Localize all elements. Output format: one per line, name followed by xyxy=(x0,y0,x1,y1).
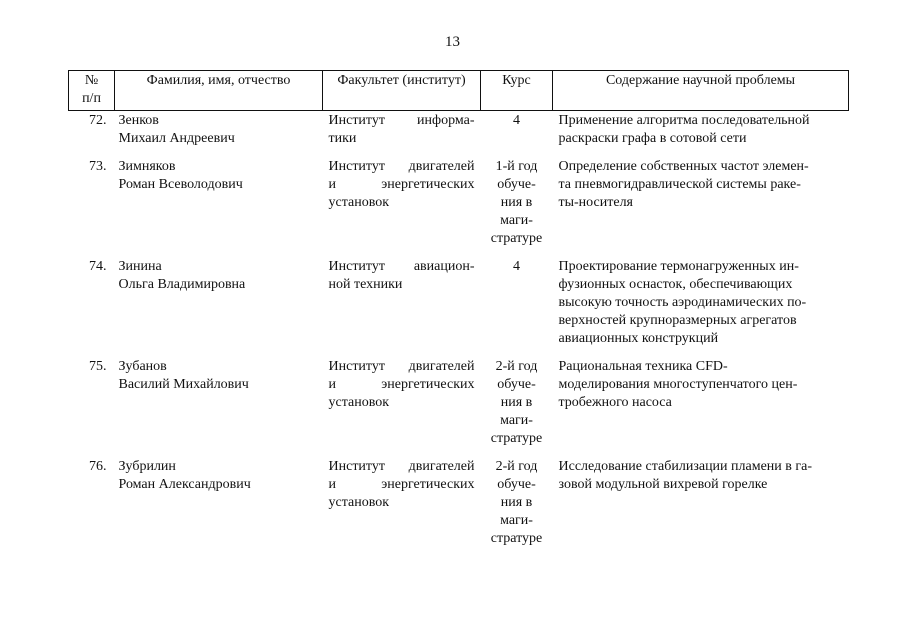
faculty-line xyxy=(329,158,475,176)
faculty xyxy=(323,258,481,358)
faculty xyxy=(323,358,481,458)
research-topic xyxy=(553,111,849,159)
student-name xyxy=(115,158,323,258)
header-num xyxy=(69,71,115,111)
faculty xyxy=(323,158,481,258)
faculty-word: и xyxy=(328,177,336,192)
faculty-word: двигателей xyxy=(408,459,475,474)
table-header-row xyxy=(69,71,849,111)
student-name xyxy=(115,458,323,558)
faculty-word: двигателей xyxy=(408,159,475,174)
research-topic-line: Проектирование термонагруженных ин- xyxy=(558,259,799,274)
research-topic xyxy=(553,358,849,458)
faculty-line xyxy=(329,130,475,148)
research-topic-line: Применение алгоритма последовательной xyxy=(558,113,810,128)
research-topic-line: фузионных оснасток, обеспечивающих xyxy=(558,277,793,292)
header-num-line: № xyxy=(84,73,99,88)
student-name xyxy=(115,258,323,358)
faculty-word: и xyxy=(328,477,336,492)
faculty-word: энергетических xyxy=(381,377,475,392)
student-name-line: Ольга Владимировна xyxy=(118,277,246,292)
faculty-word: энергетических xyxy=(381,177,475,192)
table-row xyxy=(69,111,849,159)
faculty-word: установок xyxy=(328,195,390,210)
course xyxy=(481,158,553,258)
row-number: 73. xyxy=(89,159,107,174)
row-number: 75. xyxy=(89,359,107,374)
student-name-line: Михаил Андреевич xyxy=(118,131,235,146)
faculty-line xyxy=(329,358,475,376)
faculty-line xyxy=(329,258,475,276)
research-topic-line: Определение собственных частот элемен- xyxy=(558,159,809,174)
header-faculty: Факультет (институт) xyxy=(323,71,481,111)
research-topic-line: моделирования многоступенчатого цен- xyxy=(558,377,798,392)
table-row xyxy=(69,358,849,458)
course-line: обуче- xyxy=(497,377,536,392)
course-line: ния в xyxy=(500,395,533,410)
course xyxy=(481,111,553,159)
research-topic xyxy=(553,258,849,358)
course-line: ния в xyxy=(500,495,533,510)
faculty-word: двигателей xyxy=(408,359,475,374)
faculty-word: информа- xyxy=(417,113,475,128)
student-name-line: Роман Всеволодович xyxy=(118,177,243,192)
course-line: маги- xyxy=(500,213,533,228)
table-row xyxy=(69,258,849,358)
course-line: 2-й год xyxy=(495,459,538,474)
course-line: 4 xyxy=(513,259,520,274)
course-line: обуче- xyxy=(497,477,536,492)
table-body xyxy=(69,111,849,559)
table-row xyxy=(69,458,849,558)
student-name-line: Василий Михайлович xyxy=(118,377,249,392)
research-topic-line: раскраски графа в сотовой сети xyxy=(558,131,747,146)
faculty-word: тики xyxy=(328,131,357,146)
course-line: 1-й год xyxy=(495,159,538,174)
course xyxy=(481,458,553,558)
research-topic-line: Рациональная техника CFD- xyxy=(558,359,728,374)
faculty-line xyxy=(329,476,475,494)
faculty-word: авиацион- xyxy=(413,259,475,274)
research-topic-line: ты-носителя xyxy=(558,195,633,210)
faculty-word: энергетических xyxy=(381,477,475,492)
student-name-line: Зубрилин xyxy=(118,459,176,474)
students-table xyxy=(68,70,849,558)
student-name-line: Роман Александрович xyxy=(118,477,251,492)
faculty-word: установок xyxy=(328,495,390,510)
row-number: 76. xyxy=(89,459,107,474)
student-name xyxy=(115,358,323,458)
header-num-line: п/п xyxy=(82,91,101,106)
research-topic-line: Исследование стабилизации пламени в га- xyxy=(558,459,813,474)
course-line: маги- xyxy=(500,513,533,528)
research-topic-line: верхностей крупноразмерных агрегатов xyxy=(558,313,797,328)
faculty-line xyxy=(329,112,475,130)
faculty-word: установок xyxy=(328,395,390,410)
course-line: стратуре xyxy=(490,431,543,446)
course-line: обуче- xyxy=(497,177,536,192)
faculty-line xyxy=(329,458,475,476)
faculty-line xyxy=(329,494,475,512)
faculty-word: Институт xyxy=(328,113,385,128)
research-topic-line: та пневмогидравлической системы раке- xyxy=(558,177,801,192)
faculty-line xyxy=(329,176,475,194)
student-name-line: Зинина xyxy=(118,259,162,274)
faculty-line xyxy=(329,394,475,412)
faculty-word: Институт xyxy=(328,159,385,174)
faculty-line xyxy=(329,376,475,394)
faculty-word: Институт xyxy=(328,359,385,374)
page-number: 13 xyxy=(445,34,460,50)
row-number: 72. xyxy=(89,113,107,128)
row-number: 74. xyxy=(89,259,107,274)
course-line: стратуре xyxy=(490,231,543,246)
table-row xyxy=(69,158,849,258)
faculty xyxy=(323,458,481,558)
course-line: 2-й год xyxy=(495,359,538,374)
student-name-line: Зубанов xyxy=(118,359,167,374)
faculty-word: Институт xyxy=(328,259,385,274)
research-topic-line: тробежного насоса xyxy=(558,395,672,410)
course xyxy=(481,258,553,358)
student-name-line: Зенков xyxy=(118,113,159,128)
faculty-word: Институт xyxy=(328,459,385,474)
research-topic xyxy=(553,458,849,558)
student-name-line: Зимняков xyxy=(118,159,176,174)
course xyxy=(481,358,553,458)
student-name xyxy=(115,111,323,159)
faculty-word: и xyxy=(328,377,336,392)
research-topic-line: авиационных конструкций xyxy=(558,331,719,346)
course-line: стратуре xyxy=(490,531,543,546)
faculty-line xyxy=(329,194,475,212)
header-course: Курс xyxy=(481,71,553,111)
header-name: Фамилия, имя, отчество xyxy=(115,71,323,111)
faculty xyxy=(323,111,481,159)
header-topic: Содержание научной проблемы xyxy=(553,71,849,111)
course-line: 4 xyxy=(513,113,520,128)
course-line: маги- xyxy=(500,413,533,428)
faculty-word: ной техники xyxy=(328,277,403,292)
course-line: ния в xyxy=(500,195,533,210)
research-topic-line: зовой модульной вихревой горелке xyxy=(558,477,768,492)
research-topic-line: высокую точность аэродинамических по- xyxy=(558,295,807,310)
faculty-line xyxy=(329,276,475,294)
research-topic xyxy=(553,158,849,258)
